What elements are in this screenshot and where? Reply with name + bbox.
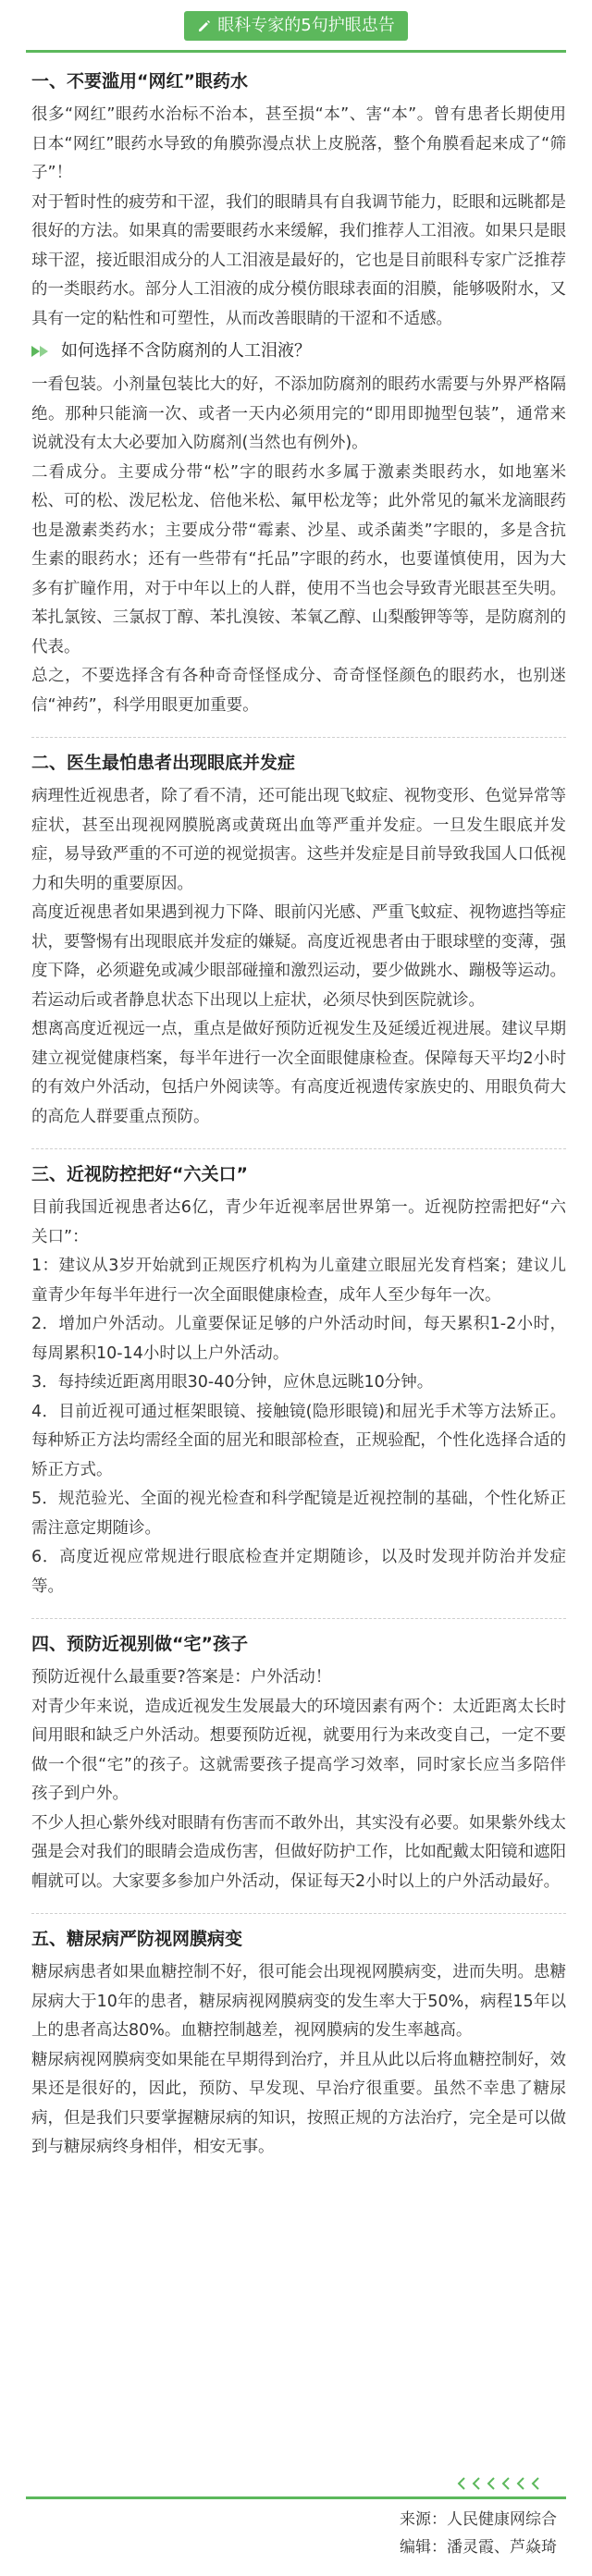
list-item: 5．规范验光、全面的视光检查和科学配镜是近视控制的基础，个性化矫正需注意定期随诊。 [31,1490,566,1538]
subheading [31,337,566,365]
list-item: 4．目前近视可通过框架眼镜、接触镜(隐形眼镜)和屈光手术等方法矫正。每种矫正方法均需经全面的屈光和眼部检查，正规验配，个性化选择合适的矫正方式。 [31,1402,566,1479]
credits [400,2506,557,2561]
article-body [0,53,592,2163]
paragraph: 病理性近视患者，除了看不清，还可能出现飞蚊症、视物变形、色觉异常等症状，甚至出现视网膜脱离或黄斑出血等严重并发症。一旦发生眼底并发症，易导致严重的不可逆的视觉损害。这些并发症是目前导致我国人口低视力和失明的重要原因。 [31,787,566,893]
section-divider [31,1913,566,1914]
paragraph: 预防近视什么最重要?答案是：户外活动！ [31,1668,332,1687]
title-bar [0,0,592,41]
list-item: 1：建议从3岁开始就到正规医疗机构为儿童建立眼屈光发育档案；建议儿童青少年每半年进行一次全面眼健康检查，成年人至少每年一次。 [31,1257,566,1305]
paragraph: 高度近视患者如果遇到视力下降、眼前闪光感、严重飞蚊症、视物遮挡等症状，要警惕有出现眼底并发症的嫌疑。高度近视患者由于眼球壁的变薄，强度下降，必须避免或减少眼部碰撞和激烈运动，要少做跳水、蹦极等运动。若运动后或者静息状态下出现以上症状，必须尽快到医院就诊。 [31,903,566,1010]
article-title: 眼科专家的5句护眼忠告 [217,16,395,35]
section-heading: 四、预防近视别做“宅”孩子 [31,1634,248,1654]
title-badge [184,11,407,41]
paragraph: 总之，不要选择含有各种奇奇怪怪成分、奇奇怪怪颜色的眼药水，也别迷信“神药”，科学用眼更加重要。 [31,667,566,715]
paragraph: 对于暂时性的疲劳和干涩，我们的眼睛具有自我调节能力，眨眼和远眺都是很好的方法。如果真的需要眼药水来缓解，我们推荐人工泪液。如果只是眼球干涩，接近眼泪成分的人工泪液是最好的，它也是目前眼科专家广泛推荐的一类眼药水。部分人工泪液的成分模仿眼球表面的泪膜，能够吸附水，又具有一定的粘性和可塑性，从而改善眼睛的干涩和不适感。 [31,192,566,328]
source-credit: 来源：人民健康网综合 [400,2510,557,2529]
section-divider [31,737,566,738]
paragraph: 不少人担心紫外线对眼睛有伤害而不敢外出，其实没有必要。如果紫外线太强是会对我们的眼睛会造成伤害，但做好防护工作，比如配戴太阳镜和遮阳帽就可以。大家要多参加户外活动，保证每天2小时以上的户外活动最好。 [31,1813,566,1891]
paragraph: 糖尿病视网膜病变如果能在早期得到治疗，并且从此以后将血糖控制好，效果还是很好的，因此，预防、早发现、早治疗很重要。虽然不幸患了糖尿病，但是我们只要掌握糖尿病的知识，按照正规的方法治疗，完全是可以做到与糖尿病终身相伴，相安无事。 [31,2050,566,2156]
paragraph: 糖尿病患者如果血糖控制不好，很可能会出现视网膜病变，进而失明。患糖尿病大于10年的患者，糖尿病视网膜病变的发生率大于50%，病程15年以上的患者高达80%。血糖控制越差，视网膜病的发生率越高。 [31,1963,566,2040]
paragraph: 一看包装。小剂量包装比大的好，不添加防腐剂的眼药水需要与外界严格隔绝。那种只能滴一次、或者一天内必须用完的“即用即抛型包装”，通常来说就没有太大必要加入防腐剂(当然也有例外)。 [31,375,566,452]
pencil-icon [197,18,212,33]
list-item: 3．每持续近距离用眼30-40分钟，应休息远眺10分钟。 [31,1373,434,1392]
list-item: 6．高度近视应常规进行眼底检查并定期随诊，以及时发现并防治并发症等。 [31,1548,566,1596]
paragraph: 二看成分。主要成分带“松”字的眼药水多属于激素类眼药水，如地塞米松、可的松、泼尼松龙、倍他米松、氟甲松龙等；此外常见的氟米龙滴眼药也是激素类药水；主要成分带“霉素、沙星、或杀菌类”字眼的，多是含抗生素的眼药水；还有一些带有“托品”字眼的药水，也要谨慎使用，因为大多有扩瞳作用，对于中年以上的人群，使用不当也会导致青光眼甚至失明。苯扎氯铵、三氯叔丁醇、苯扎溴铵、苯氧乙醇、山梨酸钾等等，是防腐剂的代表。 [31,462,566,656]
paragraph: 想离高度近视远一点，重点是做好预防近视发生及延缓近视进展。建议早期建立视觉健康档案，每半年进行一次全面眼健康检查。保障每天平均2小时的有效户外活动，包括户外阅读等。有高度近视遗传家族史的、用眼负荷大的高危人群要重点预防。 [31,1020,566,1126]
double-chevron-icon [31,344,56,359]
chevron-row-icon [455,2474,566,2493]
subheading-text: 如何选择不含防腐剂的人工泪液？ [61,341,311,361]
editor-credit: 编辑：潘灵霞、芦焱琦 [400,2538,557,2557]
paragraph: 对青少年来说，造成近视发生发展最大的环境因素有两个：太近距离太长时间用眼和缺乏户外活动。想要预防近视，就要用行为来改变自己，一定不要做一个很“宅”的孩子。这就需要孩子提高学习效率，同时家长应当多陪伴孩子到户外。 [31,1697,566,1803]
section-heading: 三、近视防控把好“六关口” [31,1164,248,1184]
section-divider [31,1618,566,1619]
section-heading: 五、糖尿病严防视网膜病变 [31,1929,243,1949]
paragraph: 很多“网红”眼药水治标不治本，甚至损“本”、害“本”。曾有患者长期使用日本“网红”眼药水导致的角膜弥漫点状上皮脱落，整个角膜看起来成了“筛子”！ [31,105,566,182]
paragraph: 目前我国近视患者达6亿，青少年近视率居世界第一。近视防控需把好“六关口”： [31,1198,566,1246]
section-heading: 二、医生最怕患者出现眼底并发症 [31,753,296,773]
section-divider [31,1148,566,1149]
list-item: 2．增加户外活动。儿童要保证足够的户外活动时间，每天累积1-2小时，每周累积10-14小时以上户外活动。 [31,1315,566,1363]
footer-rule [26,2496,566,2499]
section-heading: 一、不要滥用“网红”眼药水 [31,71,248,92]
